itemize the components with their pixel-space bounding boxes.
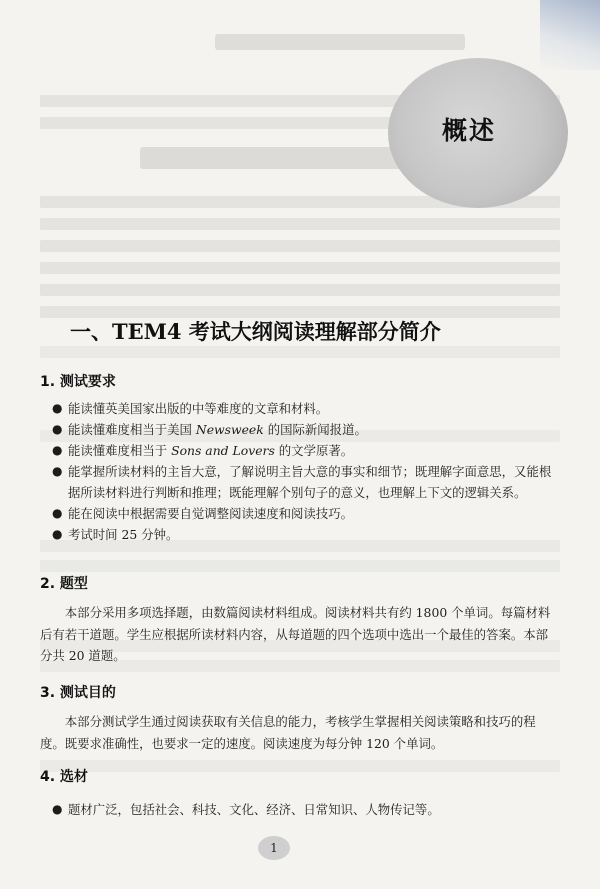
section-heading-test-purpose: 3. 测试目的 (40, 685, 116, 701)
materials-list (52, 799, 552, 820)
list-item: ● 能掌握所读材料的主旨大意，了解说明主旨大意的事实和细节；既理解字面意思，又能根据所读材料进行判断和推理；既能理解个别句子的意义，也理解上下文的逻辑关系。 (52, 461, 552, 503)
list-item: ● 考试时间 25 分钟。 (52, 524, 552, 545)
bleed-line (40, 262, 560, 274)
bleed-header-tab (215, 34, 465, 50)
section-heading-question-types: 2. 题型 (40, 576, 88, 592)
overview-badge (388, 58, 568, 208)
question-types-paragraph: 本部分采用多项选择题，由数篇阅读材料组成。阅读材料共有约 1800 个单词。每篇材料后有若干道题。学生应根据所读材料内容，从每道题的四个选项中选出一个最佳的答案。本部分共 20 道题。 (40, 605, 551, 663)
list-item: ● 题材广泛，包括社会、科技、文化、经济、日常知识、人物传记等。 (52, 799, 552, 820)
bullet-dot-icon: ● (52, 802, 63, 816)
overview-badge-label: 概述 (441, 116, 496, 145)
list-item: ● 能读懂难度相当于美国 Newsweek 的国际新闻报道。 (52, 419, 552, 440)
list-item: ● 能读懂英美国家出版的中等难度的文章和材料。 (52, 398, 552, 419)
bullet-dot-icon: ● (52, 464, 63, 478)
section-heading-requirements: 1. 测试要求 (40, 374, 116, 390)
requirements-list (52, 398, 552, 545)
main-title: 一、TEM4 考试大纲阅读理解部分简介 (70, 319, 441, 344)
section-heading-materials: 4. 选材 (40, 769, 88, 785)
bullet-dot-icon: ● (52, 527, 63, 541)
page-number: 1 (258, 836, 290, 860)
bleed-heading (140, 147, 410, 169)
list-item: ● 能在阅读中根据需要自觉调整阅读速度和阅读技巧。 (52, 503, 552, 524)
bullet-dot-icon: ● (52, 506, 63, 520)
bleed-line (40, 346, 560, 358)
page-corner-decoration (540, 0, 600, 70)
test-purpose-paragraph: 本部分测试学生通过阅读获取有关信息的能力，考核学生掌握相关阅读策略和技巧的程度。既要求准确性，也要求一定的速度。阅读速度为每分钟 120 个单词。 (40, 714, 536, 751)
bleed-line (40, 218, 560, 230)
bullet-dot-icon: ● (52, 443, 63, 457)
bleed-line (40, 560, 560, 572)
list-item: ● 能读懂难度相当于 Sons and Lovers 的文学原著。 (52, 440, 552, 461)
bleed-line (40, 284, 560, 296)
bleed-line (40, 760, 560, 772)
bullet-dot-icon: ● (52, 401, 63, 415)
bleed-line (40, 240, 560, 252)
bullet-dot-icon: ● (52, 422, 63, 436)
